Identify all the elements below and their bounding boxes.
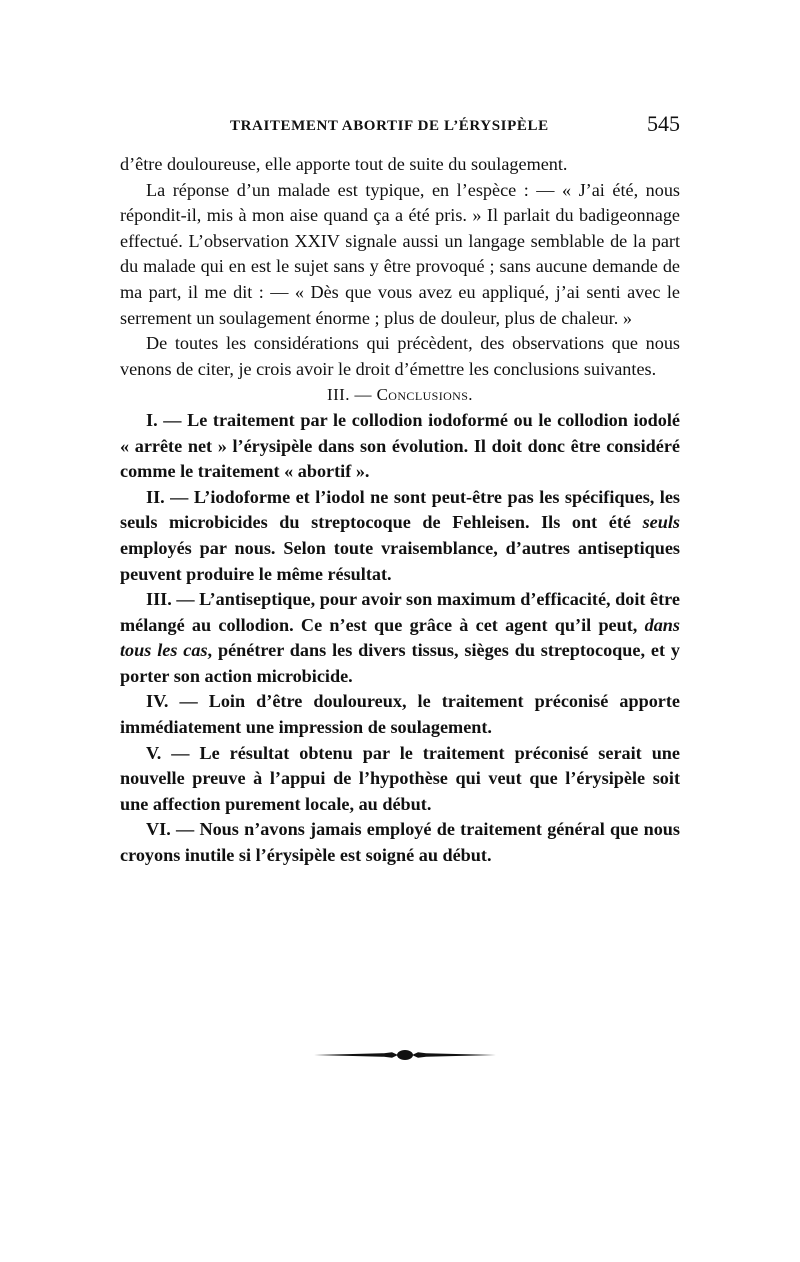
running-title: TRAITEMENT ABORTIF DE L’ÉRYSIPÈLE	[230, 118, 549, 134]
conclusion-item: VI. — Nous n’avons jamais employé de traitement général que nous croyons inutile si l’érysipèle est soigné au début.	[120, 819, 680, 866]
tailpiece-ornament-icon	[314, 1048, 496, 1062]
running-head	[120, 113, 680, 141]
conclusion-text: II. — L’iodoforme et l’iodol ne sont peut-être pas les spécifiques, les seuls microbicides du streptocoque de Fehleisen. Ils ont été	[120, 486, 680, 533]
section-title: Conclusions.	[376, 385, 473, 405]
body-text	[120, 152, 680, 869]
conclusion-text: III. — L’antiseptique, pour avoir son maximum d’efficacité, doit être mélangé au collodion. Ce n’est que grâce à cet agent qu’il peut,	[120, 589, 680, 635]
emphasis: seuls	[642, 512, 680, 533]
conclusion-item: IV. — Loin d’être douloureux, le traitement préconisé apporte immédiatement une impression de soulagement.	[120, 691, 680, 738]
paragraph: De toutes les considérations qui précèdent, des observations que nous venons de citer, je crois avoir le droit d’émettre les conclusions suivantes.	[120, 333, 680, 379]
conclusion-text: , pénétrer dans les divers tissus, sièges du streptocoque, et y porter son action microbicide.	[120, 640, 680, 686]
conclusion-item: I. — Le traitement par le collodion iodoformé ou le collodion iodolé « arrête net » l’érysipèle dans son évolution. Il doit donc être considéré comme le traitement « abortif ».	[120, 409, 680, 482]
conclusion-text: employés par nous. Selon toute vraisemblance, d’autres antiseptiques peuvent produire le même résultat.	[120, 537, 680, 584]
paragraph: La réponse d’un malade est typique, en l’espèce : — « J’ai été, nous répondit-il, mis à mon aise quand ça a été pris. » Il parlait du badigeonnage effectué. L’observation XXIV signale aussi un langage semblable de la part du malade qui en est le sujet sans y être provoqué ; sans aucune demande de ma part, il me dit : — « Dès que vous avez eu appliqué, j’ai senti avec le serrement un soulagement énorme ; plus de douleur, plus de chaleur. »	[120, 179, 680, 328]
emphasis: dans tous les cas	[120, 614, 680, 661]
conclusion-item	[120, 485, 680, 587]
conclusion-item	[120, 587, 680, 689]
paragraph: d’être douloureuse, elle apporte tout de suite du soulagement.	[120, 154, 568, 174]
page-number: 545	[647, 111, 680, 136]
section-heading	[120, 382, 680, 408]
conclusion-item: V. — Le résultat obtenu par le traitement préconisé serait une nouvelle preuve à l’appui de l’hypothèse qui veut que l’érysipèle soit une affection purement locale, au début.	[120, 742, 680, 814]
section-number: III. —	[327, 385, 372, 405]
